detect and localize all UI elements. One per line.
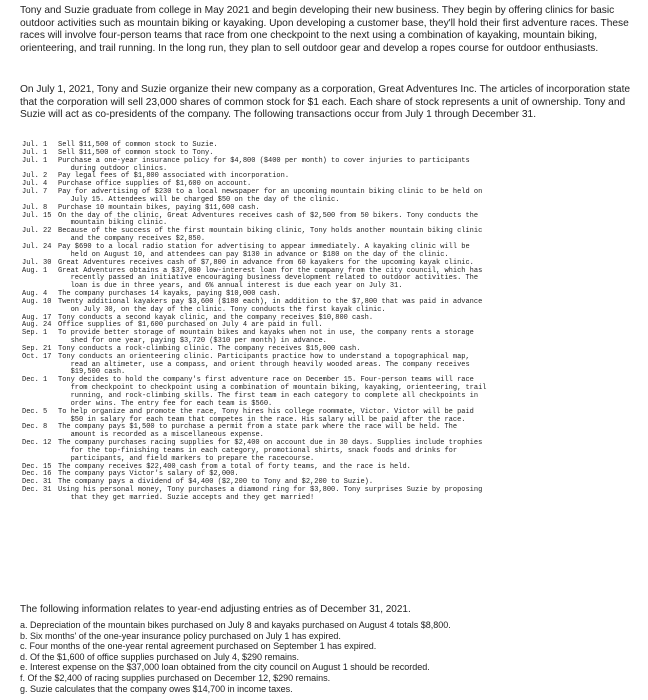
- transaction-date: Dec. 31: [22, 478, 52, 487]
- transaction-text: Great Adventures receives cash of $7,800 in advance from 60 kayakers for the upcoming kayak clinic.: [58, 258, 474, 267]
- transaction-text: Tony conducts a rock-climbing clinic. The company receives $15,000 cash.: [58, 344, 361, 353]
- transaction-row: [22, 330, 630, 346]
- transaction-list: [22, 142, 630, 503]
- adjustment-item: a. Depreciation of the mountain bikes purchased on July 8 and kayaks purchased on August 4 totals $8,800.: [20, 620, 451, 630]
- intro-paragraph: Tony and Suzie graduate from college in May 2021 and begin developing their new business. They begin by offering clinics for basic outdoor activities such as mountain biking or kayaking. Upon developing a customer base, they'll hold their first adventure races. These races will involve four-person teams that race from one checkpoint to the next using a combination of kayaking, mountain biking, orienteering, and trail running. In the long run, they plan to sell outdoor gear and develop a ropes course for outdoor enthusiasts.: [20, 5, 629, 54]
- transaction-text: Tony conducts a second kayak clinic, and the company receives $10,800 cash.: [58, 313, 374, 322]
- transaction-text: The company pays a dividend of $4,400 ($2,200 to Tony and $2,200 to Suzie).: [58, 478, 374, 487]
- transaction-row: [22, 189, 630, 205]
- transaction-date: Aug. 24: [22, 321, 52, 330]
- transaction-date: Aug. 4: [22, 290, 48, 299]
- transaction-text: The company pays $1,500 to purchase a permit from a state park where the race will be held. The amount is recorded as a miscellaneous expense.: [58, 423, 458, 440]
- transaction-row: [22, 299, 630, 315]
- transaction-text: Great Adventures obtains a $37,000 low-interest loan for the company from the city council, which has recently passed an initiative encouraging business development related to outdoor activities. The loan is due in three years, and 6% annual interest is due each year on July 31.: [58, 266, 483, 291]
- adjustment-item: b. Six months' of the one-year insurance policy purchased on July 1 has expired.: [20, 630, 341, 641]
- transaction-date: Aug. 17: [22, 313, 52, 322]
- transaction-row: [22, 424, 630, 440]
- transaction-date: Dec. 1: [22, 376, 48, 385]
- transaction-date: Jul. 1: [22, 156, 48, 165]
- transaction-date: Jul. 4: [22, 180, 48, 189]
- transaction-text: Pay $690 to a local radio station for advertising to appear immediately. A kayaking clinic will be held on August 10, and attendees can pay $130 in advance or $180 on the day of the clinic.: [58, 242, 470, 259]
- transaction-text: Pay for advertising of $230 to a local newspaper for an upcoming mountain biking clinic to be held on July 15. Attendees will be charged $50 on the day of the clinic.: [58, 188, 483, 204]
- transaction-text: To provide better storage of mountain bikes and kayaks when not in use, the company rents a storage shed for one year, paying $3,720 ($310 per month) in advance.: [58, 329, 474, 346]
- transaction-date: Dec. 16: [22, 470, 52, 479]
- transaction-text: Twenty additional kayakers pay $3,600 ($180 each), in addition to the $7,800 that was paid in advance on July 30, on the day of the clinic. Tony conducts the first kayak clinic.: [58, 297, 483, 314]
- transaction-text: The company purchases 14 kayaks, paying $10,000 cash.: [58, 290, 281, 299]
- transaction-text: Office supplies of $1,600 purchased on July 4 are paid in full.: [58, 321, 323, 330]
- transaction-text: Tony conducts an orienteering clinic. Participants practice how to understand a topographical map, read an altimeter, use a compass, and orient through heavily wooded areas. The company receives $19,500 cash.: [58, 352, 470, 377]
- transaction-text: Purchase office supplies of $1,600 on account.: [58, 180, 252, 189]
- transaction-date: Sep. 21: [22, 344, 52, 353]
- transaction-row: [22, 409, 630, 425]
- transaction-text: The company receives $22,400 cash from a total of forty teams, and the race is held.: [58, 462, 411, 471]
- transaction-row: [22, 228, 630, 244]
- transaction-text: Sell $11,500 of common stock to Suzie.: [58, 141, 218, 149]
- incorporation-paragraph: On July 1, 2021, Tony and Suzie organize their new company as a corporation, Great Adventures Inc. The articles of incorporation state that the corporation will sell 23,000 shares of common stock for $1 each. Each share of stock represents a unit of ownership. Tony and Suzie will act as co-presidents of the company. The following transactions occur from July 1 through December 31.: [20, 84, 631, 121]
- adjusting-heading: The following information relates to year-end adjusting entries as of December 31, 2021.: [20, 604, 411, 615]
- transaction-date: Jul. 24: [22, 242, 52, 251]
- adjustment-item: f. Of the $2,400 of racing supplies purchased on December 12, $290 remains.: [20, 672, 331, 683]
- transaction-row: [22, 213, 630, 229]
- transaction-row: [22, 158, 630, 174]
- transaction-date: Jul. 22: [22, 227, 52, 236]
- transaction-text: Purchase a one-year insurance policy for $4,800 ($400 per month) to cover injuries to participants during outdoor clinics.: [58, 156, 470, 173]
- adjustment-item: e. Interest expense on the $37,000 loan obtained from the city council on August 1 should be recorded.: [20, 662, 430, 673]
- transaction-date: Jul. 15: [22, 211, 52, 220]
- transaction-date: Aug. 1: [22, 266, 48, 275]
- transaction-date: Jul. 30: [22, 258, 52, 267]
- adjustment-item: c. Four months of the one-year rental agreement purchased on September 1 has expired.: [20, 641, 377, 652]
- transaction-date: Dec. 15: [22, 462, 52, 471]
- transaction-text: Purchase 10 mountain bikes, paying $11,600 cash.: [58, 203, 260, 212]
- transaction-date: Jul. 1: [22, 141, 48, 149]
- transaction-date: Sep. 1: [22, 329, 48, 338]
- transaction-date: Dec. 5: [22, 407, 48, 416]
- transaction-date: Dec. 8: [22, 423, 48, 432]
- adjustment-item: d. Of the $1,600 of office supplies purchased on July 4, $290 remains.: [20, 651, 300, 662]
- transaction-text: Using his personal money, Tony purchases a diamond ring for $3,800. Tony surprises Suzie by proposing that they get married. Suzie accepts and they get married!: [58, 486, 483, 502]
- transaction-date: Dec. 31: [22, 486, 52, 495]
- transaction-date: Dec. 12: [22, 439, 52, 448]
- transaction-date: Oct. 17: [22, 352, 52, 361]
- transaction-date: Jul. 7: [22, 188, 48, 197]
- adjustment-list: [20, 620, 632, 694]
- adjustment-item: g. Suzie calculates that the company owes $14,700 in income taxes.: [20, 683, 293, 694]
- transaction-date: Jul. 8: [22, 203, 48, 212]
- transaction-text: Pay legal fees of $1,800 associated with incorporation.: [58, 172, 290, 181]
- transaction-row: [22, 354, 630, 378]
- transaction-text: Tony decides to hold the company's first adventure race on December 15. Four-person teams will race from checkpoint to checkpoint using a combination of mountain biking, kayaking, orienteering, trail running, and rock-climbing skills. The first team in each category to complete all checkpoints in order wins. The entry fee for each team is $560.: [58, 376, 487, 408]
- transaction-row: [22, 244, 630, 260]
- transaction-text: Because of the success of the first mountain biking clinic, Tony holds another mountain biking clinic and the company receives $2,850.: [58, 227, 483, 244]
- transaction-text: Sell $11,500 of common stock to Tony.: [58, 148, 214, 157]
- transaction-text: On the day of the clinic, Great Adventures receives cash of $2,500 from 50 bikers. Tony conducts the mountain biking clinic.: [58, 211, 479, 228]
- transaction-date: Aug. 10: [22, 297, 52, 306]
- transaction-row: [22, 377, 630, 408]
- transaction-row: [22, 487, 630, 503]
- transaction-text: The company pays Victor's salary of $2,000.: [58, 470, 239, 479]
- transaction-row: [22, 268, 630, 292]
- transaction-date: Jul. 1: [22, 148, 48, 157]
- transaction-date: Jul. 2: [22, 172, 48, 181]
- transaction-text: The company purchases racing supplies for $2,400 on account due in 30 days. Supplies include trophies for the top-finishing teams in each category, promotional shirts, snack foods and drinks for participants, and field markers to prepare the racecourse.: [58, 439, 483, 463]
- transaction-text: To help organize and promote the race, Tony hires his college roommate, Victor. Victor will be paid $50 in salary for each team that competes in the race. His salary will be paid after the race.: [58, 407, 474, 424]
- transaction-row: [22, 440, 630, 464]
